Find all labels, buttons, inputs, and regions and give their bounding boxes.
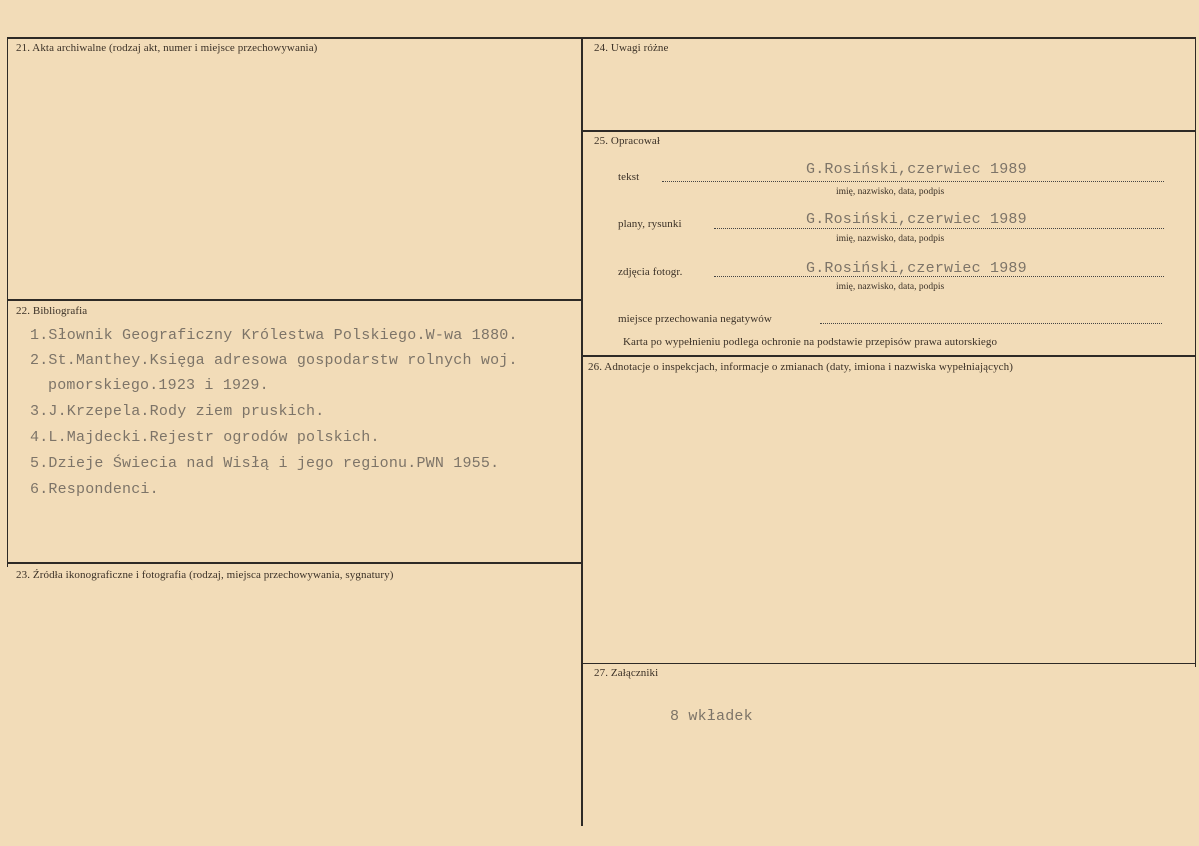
negatywy-label: miejsce przechowania negatywów <box>618 313 772 325</box>
divider-24-25 <box>583 130 1196 132</box>
left-border <box>7 37 8 567</box>
divider-22-23 <box>8 562 583 564</box>
plany-value: G.Rosiński,czerwiec 1989 <box>806 211 1027 228</box>
section-22-title: 22. Bibliografia <box>16 305 88 317</box>
center-divider <box>581 39 583 826</box>
tekst-label: tekst <box>618 171 640 183</box>
plany-dotted-line <box>714 228 1164 229</box>
section-25-title: 25. Opracował <box>594 135 661 147</box>
tekst-value: G.Rosiński,czerwiec 1989 <box>806 161 1027 178</box>
top-border <box>8 37 1196 39</box>
plany-label: plany, rysunki <box>618 218 682 230</box>
section-24-title: 24. Uwagi różne <box>594 42 669 54</box>
negatywy-dotted-line <box>820 323 1162 324</box>
bibliography-entry: pomorskiego.1923 i 1929. <box>48 377 269 394</box>
tekst-caption: imię, nazwisko, data, podpis <box>836 187 945 197</box>
zdjecia-label: zdjęcia fotogr. <box>618 266 683 278</box>
zdjecia-value: G.Rosiński,czerwiec 1989 <box>806 260 1027 277</box>
section-27-title: 27. Załączniki <box>594 667 659 679</box>
bibliography-entry: 1.Słownik Geograficzny Królestwa Polskiego.W-wa 1880. <box>30 327 518 344</box>
divider-26-27 <box>583 663 1196 664</box>
divider-21-22 <box>8 299 583 301</box>
attachments-value: 8 wkładek <box>670 708 753 725</box>
tekst-dotted-line <box>662 181 1164 182</box>
bibliography-entry: 2.St.Manthey.Księga adresowa gospodarstw rolnych woj. <box>30 352 518 369</box>
section-26-title: 26. Adnotacje o inspekcjach, informacje o zmianach (daty, imiona i nazwiska wypełniających) <box>588 361 1014 373</box>
bibliography-entry: 6.Respondenci. <box>30 481 159 498</box>
bibliography-entry: 3.J.Krzepela.Rody ziem pruskich. <box>30 403 325 420</box>
section-21-title: 21. Akta archiwalne (rodzaj akt, numer i miejsce przechowywania) <box>16 42 318 54</box>
divider-25-26 <box>583 355 1196 357</box>
section-23-title: 23. Źródła ikonograficzne i fotografia (rodzaj, miejsca przechowywania, sygnatury) <box>16 569 394 581</box>
bibliography-entry: 4.L.Majdecki.Rejestr ogrodów polskich. <box>30 429 380 446</box>
copyright-note: Karta po wypełnieniu podlega ochronie na podstawie przepisów prawa autorskiego <box>623 336 998 348</box>
zdjecia-caption: imię, nazwisko, data, podpis <box>836 282 945 292</box>
plany-caption: imię, nazwisko, data, podpis <box>836 234 945 244</box>
bibliography-entry: 5.Dzieje Świecia nad Wisłą i jego regionu.PWN 1955. <box>30 455 500 472</box>
